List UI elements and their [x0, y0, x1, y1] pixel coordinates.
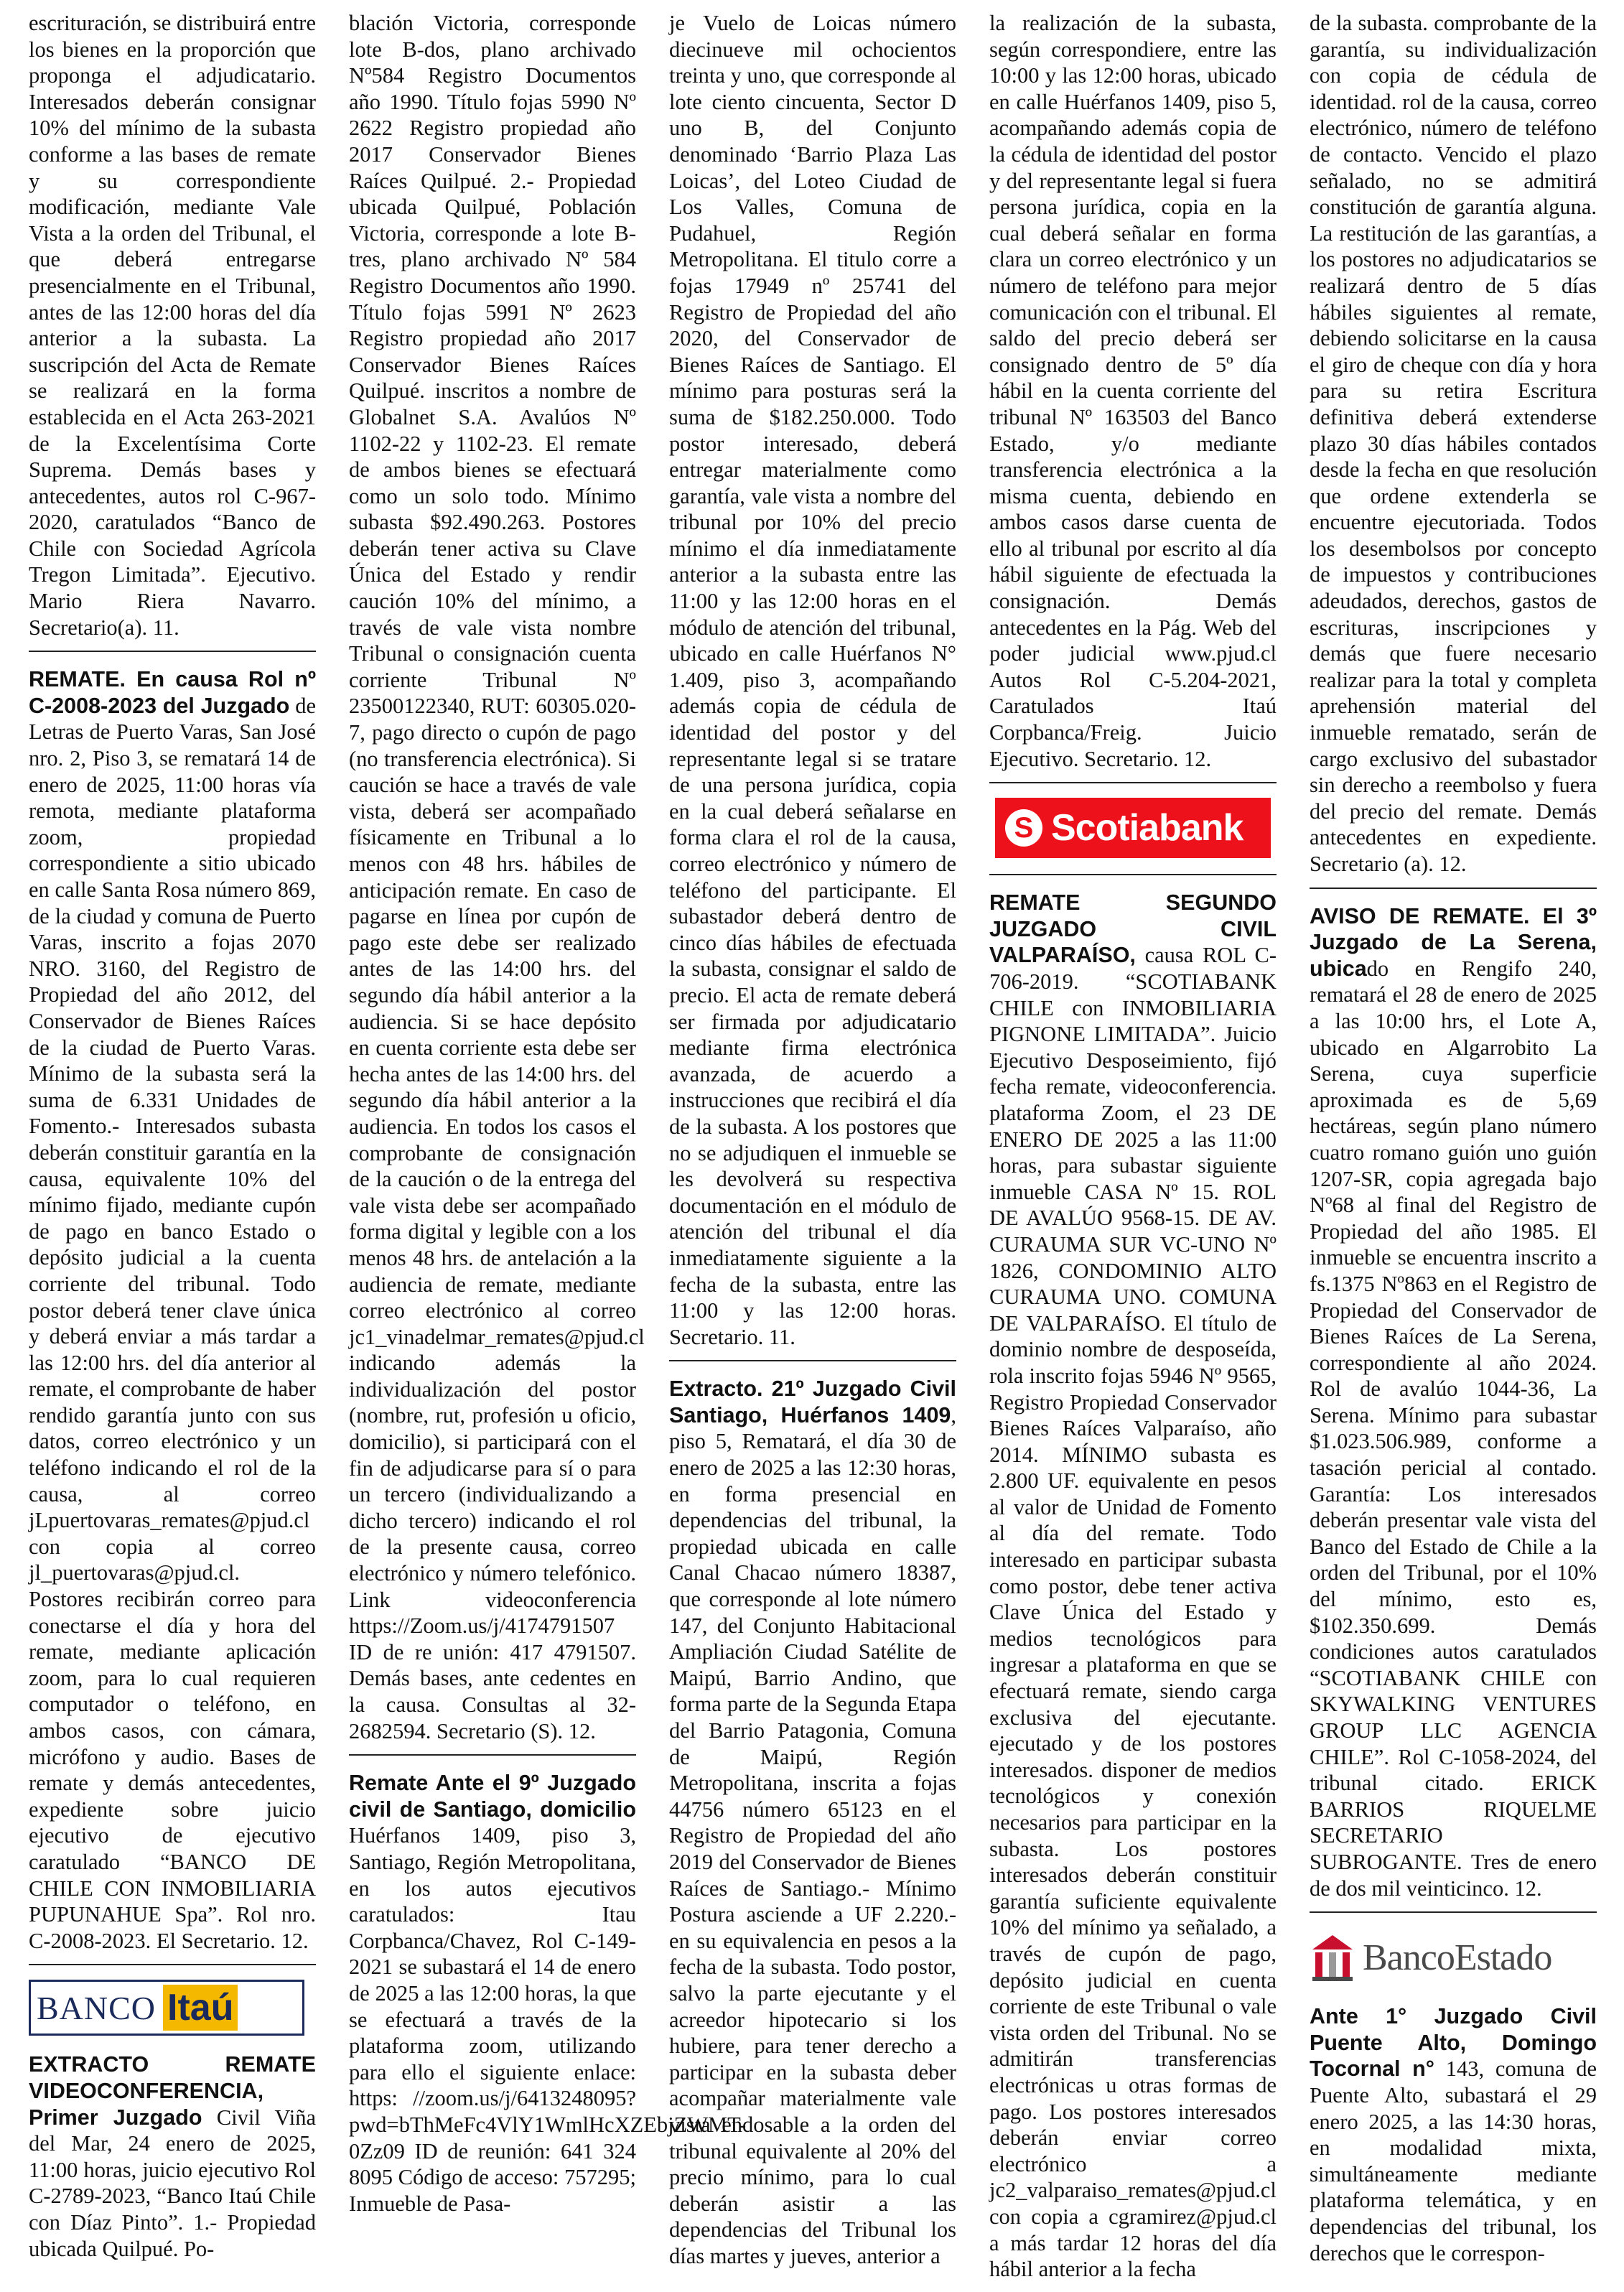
column-4 — [989, 10, 1277, 2286]
notice-21-juzgado-santiago — [669, 1376, 956, 2269]
divider — [349, 1754, 636, 1756]
notice-heading: REMATE SEGUNDO JUZGADO CIVIL VALPARAÍSO, — [989, 890, 1277, 968]
notice-heading: Remate Ante el 9º Juzgado civil de Santiago, domicilio — [349, 1771, 636, 1822]
divider — [669, 1360, 956, 1361]
notice-continuation: la realización de la subasta, según correspondiere, entre las 10:00 y las 12:00 horas, ubicado en calle Huérfanos 1409, piso 5, acompañando además copia de la cédula de identidad del postor y del representante legal si fuera persona jurídica, copia en la cual deberá señalar en forma clara un correo electrónico y un número de teléfono para mejor comunicación con el tribunal. El saldo del precio deberá ser consignado dentro de 5º día hábil en la cuenta corriente del tribunal Nº 163503 del Banco Estado, y/o mediante transferencia electrónica a la misma cuenta, debiendo en ambos casos darse cuenta de ello al tribunal por escrito al día hábil siguiente de efectuada la consignación. Demás antecedentes en la Pág. Web del poder judicial www.pjud.cl Autos Rol C-5.204-2021, Caratulados Itaú Corpbanca/Freig. Juicio Ejecutivo. Secretario. 12. — [989, 11, 1277, 771]
notice-body: Civil Viña del Mar, 24 enero de 2025, 11:00 horas, juicio ejecutivo Rol C-2789-2023, “Banco Itaú Chile con Díaz Pinto”. 1.- Propiedad ubicada Quilpué. Po- — [29, 2105, 316, 2261]
bancoestado-logo-name: BancoEstado — [1363, 1937, 1552, 1978]
notice-body: Huérfanos 1409, piso 3, Santiago, Región Metropolitana, en los autos ejecutivos caratulados: Itau Corpbanca/Chavez, Rol C-149-2021 se subastará el 14 de enero de 2025 a las 12:00 horas, la que se efectuará a través de la plataforma zoom, utilizando para ello el siguiente enlace: https: //zoom.us/j/6413248095?pwd=bThMeFc4VlY1WmlHcXZEbjZWMT-0Zz09 ID de reunión: 641 324 8095 Código de acceso: 757295; Inmueble de Pasa- — [349, 1823, 747, 2216]
notice-body: do en Rengifo 240, rematará el 28 de enero de 2025 a las 10:00 hrs, el Lote A, ubicado en Algarrobito La Serena, cuya superficie aproximada es de 5,69 hectáreas, según plano número cuatro romano guión uno guión 1207-SR, copia agregada bajo Nº68 al final del Registro de Propiedad del año 1985. El inmueble se encuentra inscrito a fs.1375 Nº863 en el Registro de Propiedad del Conservador de Bienes Raíces de La Serena, correspondiente al año 2024. Rol de avalúo 1044-36, La Serena. Mínimo para subastar $1.023.506.989, conforme a tasación pericial al contado. Garantía: Los interesados deberán presentar vale vista del Banco del Estado de Chile a la orden del Tribunal, por el 10% del mínimo, esto es, $102.350.699. Demás condiciones autos caratulados “SCOTIABANK CHILE con SKYWALKING VENTURES GROUP LLC AGENCIA CHILE”. Rol C-1058-2024, del tribunal citado. ERICK BARRIOS RIQUELME SECRETARIO SUBROGANTE. Tres de enero de dos mil veinticinco. 12. — [1310, 956, 1597, 1901]
newspaper-page — [29, 10, 1598, 2286]
notice-heading: REMATE. En causa Rol nº C-2008-2023 del Juzgado — [29, 667, 316, 718]
notice-puerto-varas — [29, 666, 316, 1954]
scotiabank-logo — [989, 798, 1277, 858]
column-2 — [349, 10, 747, 2286]
scotiabank-s-icon: S — [1005, 809, 1042, 847]
divider — [1310, 888, 1597, 889]
scotiabank-logo-name: Scotiabank — [1051, 807, 1243, 849]
divider — [29, 651, 316, 652]
notice-la-serena — [1310, 903, 1597, 1902]
notice-vina-del-mar — [29, 2051, 316, 2262]
notice-continuation: escrituración, se distribuirá entre los bienes en la proporción que proponga el adjudicatario. Interesados deberán consignar 10% del mínimo de la subasta conforme a las bases de remate y su correspondiente modificación, mediante Vale Vista a la orden del Tribunal, el que deberá entregarse presencialmente en el Tribunal, antes de las 12:00 horas del día anterior a la subasta. La suscripción del Acta de Remate se realizará en la forma establecida en el Acta 263-2021 de la Excelentísima Corte Suprema. Demás bases y antecedentes, autos rol C-967-2020, caratulados “Banco de Chile con Sociedad Agrícola Tregon Limitada”. Ejecutivo. Mario Riera Navarro. Secretario(a). 11. — [29, 11, 316, 640]
column-1 — [29, 10, 316, 2286]
column-5 — [1310, 10, 1597, 2286]
notice-body: , piso 5, Rematará, el día 30 de enero de 2025 a las 12:30 horas, en forma presencial en dependencias del tribunal, la propiedad ubicada en calle Canal Chacao número 18387, que corresponde al lote número 147, del Conjunto Habitacional Ampliación Ciudad Satélite de Maipú, Barrio Andino, que forma parte de la Segunda Etapa del Barrio Patagonia, Comuna de Maipú, Región Metropolitana, inscrita a fojas 44756 número 65123 en el Registro de Propiedad del año 2019 del Conservador de Bienes Raíces de Santiago.- Mínimo Postura asciende a UF 2.220.- en su equivalencia en pesos a la fecha de la subasta. Todo postor, salvo la parte ejecutante y el acreedor hipotecario si los hubiere, para tener derecho a participar en la subasta deber acompañar materialmente vale vista endosable a la orden del tribunal equivalente al 20% del precio mínimo, para lo cual deberán asistir a las dependencias del Tribunal los días martes y jueves, anterior a — [669, 1402, 956, 2268]
notice-valparaiso — [989, 890, 1277, 2282]
itau-logo-prefix: BANCO — [37, 1989, 157, 2026]
notice-continuation: de la subasta. comprobante de la garantía, su individualización con copia de cédula de identidad. rol de la causa, correo electrónico, número de teléfono de contacto. Vencido el plazo señalado, no se admitirá constitución de garantía alguna. La restitución de las garantías, a los postores no adjudicatarios se realizará dentro de 5 días hábiles siguientes al remate, debiendo solicitarse en la causa el giro de cheque con día y hora para su retira Escritura definitiva deberá extenderse plazo 30 días hábiles contados desde la fecha en que resolución que ordene extenderla se encuentre ejecutoriada. Todos los desembolsos por concepto de impuestos y contribuciones adeudados, derechos, gastos de escrituras, inscripciones y demás que fuere necesario realizar para la total y completa aprehensión material del inmueble rematado, serán de cargo exclusivo del subastador sin derecho a reembolso y fuera del precio del remate. Demás antecedentes en expediente. Secretario (a). 12. — [1310, 11, 1597, 876]
notice-continuation: blación Victoria, corresponde lote B-dos, plano archivado Nº584 Registro Documentos año 1990. Título fojas 5990 Nº 2622 Registro propiedad año 2017 Conservador Bienes Raíces Quilpué. 2.- Propiedad ubicada Quilpué, Población Victoria, corresponde a lote B-tres, plano archivado Nº 584 Registro Documentos año 1990. Título fojas 5991 Nº 2623 Registro propiedad año 2017 Conservador Bienes Raíces Quilpué. inscritos a nombre de Globalnet S.A. Avalúos Nº 1102-22 y 1102-23. El remate de ambos bienes se efectuará como un solo todo. Mínimo subasta $92.490.263. Postores deberán tener activa su Clave Única del Estado y rendir caución 10% del mínimo, a través de vale vista nombre Tribunal o consignación cuenta corriente Tribunal Nº 23500122340, RUT: 60305.020-7, pago directo o cupón de pago (no transferencia electrónica). Si caución se hace a través de vale vista, deberá ser acompañado físicamente en Tribunal a lo menos con 48 hrs. hábiles de anticipación remate. En caso de pagarse en línea por cupón de pago este debe ser realizado antes de las 14:00 hrs. del segundo día hábil anterior a la audiencia. Si se hace depósito en cuenta corriente esta debe ser hecha antes de las 14:00 hrs. del segundo día hábil anterior a la audiencia. En todos los casos el comprobante de consignación de la caución o de la entrega del vale vista debe ser acompañado forma digital y legible con a los menos 48 hrs. de antelación a la audiencia de remate, mediante correo electrónico al correo jc1_vinadelmar_remates@pjud.cl indicando además la individualización del postor (nombre, rut, profesión u oficio, domicilio), si participará con el fin de adjudicarse para sí o para un tercero (individualizando a dicho tercero) indicando el rol de la presente causa, correo electrónico y número telefónico. Link videoconferencia https://Zoom.us/j/4174791507 ID de re unión: 417 4791507. Demás bases, ante cedentes en la causa. Consultas al 32-2682594. Secretario (S). 12. — [349, 11, 645, 1743]
column-3 — [669, 10, 956, 2286]
notice-heading: Ante 1° Juzgado Civil Puente Alto, Domingo Tocornal n° — [1310, 2004, 1597, 2082]
notice-body: de Letras de Puerto Varas, San José nro. 2, Piso 3, se rematará 14 de enero de 2025, 11:00 horas vía remota, mediante plataforma zoom, propiedad correspondiente a sitio ubicado en calle Santa Rosa número 869, de la ciudad y comuna de Puerto Varas, inscrito a fojas 2070 NRO. 3160, del Registro de Propiedad del año 2012, del Conservador de Bienes Raíces de la ciudad de Puerto Varas. Mínimo de la subasta será la suma de 6.331 Unidades de Fomento.- Interesados subasta deberán constituir garantía en la causa, equivalente 10% del mínimo fijado, mediante cupón de pago en banco Estado o depósito judicial a la cuenta corriente del tribunal. Todo postor deberá tener clave única y deberá enviar a más tardar a las 12:00 hrs. del día anterior al remate, el comprobante de haber rendido garantía junto con sus datos, correo electrónico y un teléfono indicando el rol de la causa, al correo jLpuertovaras_remates@pjud.cl con copia al correo jl_puertovaras@pjud.cl. Postores recibirán correo para conectarse el día y hora del remate, mediante aplicación zoom, para lo cual requieren computador o teléfono, en ambos casos, con cámara, micrófono y audio. Bases de remate y demás antecedentes, expediente sobre juicio ejecutivo de ejecutivo caratulado “BANCO DE CHILE CON INMOBILIARIA PUPUNAHUE Spa”. Rol nro. C-2008-2023. El Secretario. 12. — [29, 693, 316, 1953]
scotiabank-logo-box — [995, 798, 1271, 858]
notice-9-juzgado-santiago — [349, 1770, 747, 2217]
bancoestado-building-icon — [1310, 1932, 1355, 1983]
notice-body: 143, comuna de Puente Alto, subastará el 29 enero 2025, a las 14:30 horas, en modalidad mixta, simultáneamente mediante plataforma telemática, y en dependencias del tribunal, los derechos que le correspon- — [1310, 2056, 1597, 2265]
divider — [989, 874, 1277, 875]
banco-itau-logo — [29, 1980, 304, 2036]
divider — [29, 1964, 316, 1965]
notice-heading: EXTRACTO REMATE VIDEOCONFERENCIA, Primer Juzgado — [29, 2052, 316, 2130]
bancoestado-logo — [1310, 1927, 1597, 1988]
itau-logo-name: Itaú — [163, 1985, 238, 2031]
notice-continuation: je Vuelo de Loicas número diecinueve mil ochocientos treinta y uno, que corresponde al lote ciento cincuenta, Sector D uno B, del Conjunto denominado ‘Barrio Plaza Las Loicas’, del Loteo Ciudad de Los Valles, Comuna de Pudahuel, Región Metropolitana. El titulo corre a fojas 17949 nº 25741 del Registro de Propiedad del año 2020, del Conservador de Bienes Raíces de Santiago. El mínimo para posturas será la suma de $182.250.000. Todo postor interesado, deberá entregar materialmente como garantía, vale vista a nombre del tribunal por 10% del precio mínimo el día inmediatamente anterior a la subasta entre las 11:00 y las 12:00 horas en el módulo de atención del tribunal, ubicado en calle Huérfanos N° 1.409, piso 3, acompañando además copia de cédula de identidad del postor y del representante legal si se tratare de una persona jurídica, copia en la cual deberá señalarse en forma clara el rol de la causa, correo electrónico y número de teléfono del participante. El subastador deberá dentro de cinco días hábiles de efectuada la subasta, consignar el saldo de precio. El acta de remate deberá ser firmada por adjudicatario mediante firma electrónica avanzada, de acuerdo a instrucciones que recibirá el día de la subasta. A los postores que no se adjudiquen el inmueble se les devolverá su respectiva documentación en el módulo de atención del tribunal el día inmediatamente siguiente a la fecha de la subasta, entre las 11:00 y las 12:00 horas. Secretario. 11. — [669, 11, 956, 1349]
divider — [1310, 1911, 1597, 1913]
notice-heading: Extracto. 21º Juzgado Civil Santiago, Huérfanos 1409 — [669, 1376, 956, 1427]
divider — [989, 782, 1277, 783]
notice-puente-alto — [1310, 2003, 1597, 2266]
notice-body: causa ROL C-706-2019. “SCOTIABANK CHILE con INMOBILIARIA PIGNONE LIMITADA”. Juicio Ejecutivo Desposeimiento, fijó fecha remate, videoconferencia. plataforma Zoom, el 23 DE ENERO DE 2025 a las 11:00 horas, para subastar siguiente inmueble CASA Nº 15. ROL DE AVALÚO 9568-15. DE AV. CURAUMA SUR VC-UNO Nº 1826, CONDOMINIO ALTO CURAUMA UNO. COMUNA DE VALPARAÍSO. El título de dominio nombre de desposeída, rola inscrito fojas 5946 Nº 9565, Registro Propiedad Conservador Bienes Raíces Valparaíso, año 2014. MÍNIMO subasta es 2.800 UF. equivalente en pesos al valor de Unidad de Fomento al día del remate. Todo interesado en participar subasta como postor, debe tener activa Clave Única del Estado y medios tecnológicos para ingresar a plataforma en que se efectuará remate, siendo carga exclusiva del ejecutante. ejecutado y de los postores interesados. disponer de medios tecnológicos y conexión necesarios para participar en la subasta. Los postores interesados deberán constituir garantía suficiente equivalente 10% del mínimo ya señalado, a través de cupón de pago, depósito judicial en cuenta corriente de este Tribunal o vale vista orden del Tribunal. No se admitirán transferencias electrónicas u otras formas de pago. Los postores interesados deberán enviar correo electrónico a jc2_valparaiso_remates@pjud.cl con copia a cgramirez@pjud.cl a más tardar 12 horas del día hábil anterior a la fecha — [989, 943, 1277, 2282]
notice-heading: AVISO DE REMATE. El 3º Juzgado de La Serena, ubica — [1310, 903, 1597, 981]
